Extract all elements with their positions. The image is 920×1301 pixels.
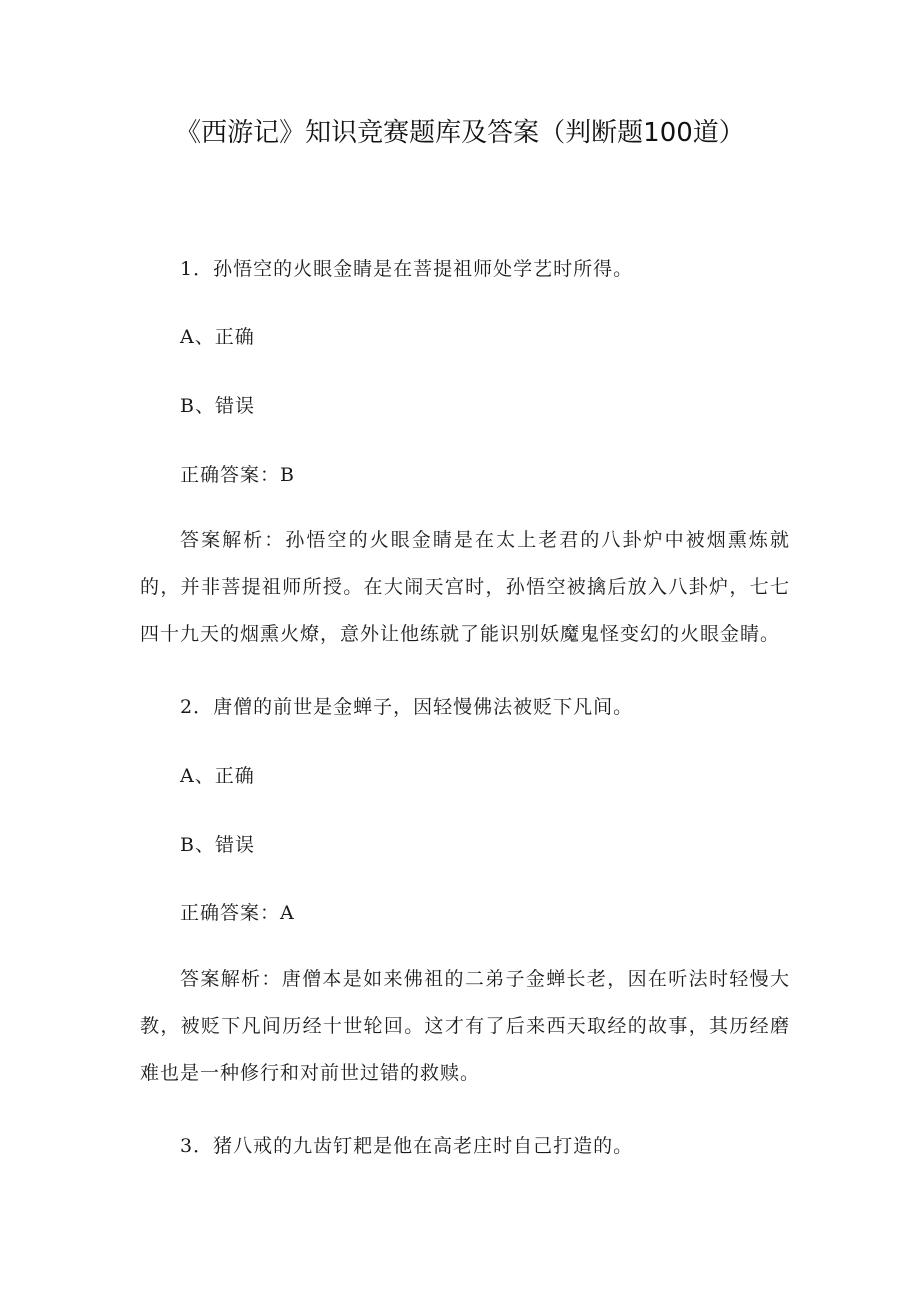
question-2-stem: 2．唐僧的前世是金蝉子，因轻慢佛法被贬下凡间。: [180, 696, 634, 718]
question-2-option-a: A、正确: [180, 765, 255, 787]
question-2-option-b: B、错误: [180, 834, 255, 856]
question-1-analysis: 答案解析：孙悟空的火眼金睛是在太上老君的八卦炉中被烟熏炼就的，并非菩提祖师所授。在大闹天宫时，孙悟空被擒后放入八卦炉，七七四十九天的烟熏火燎，意外让他练就了能识别妖魔鬼怪变幻的火眼金睛。: [140, 529, 790, 645]
question-1-answer: 正确答案：B: [180, 464, 295, 486]
document-title: 《西游记》知识竞赛题库及答案（判断题100道）: [175, 118, 745, 148]
question-3-stem: 3．猪八戒的九齿钉耙是他在高老庄时自己打造的。: [180, 1135, 634, 1157]
question-2-analysis: 答案解析：唐僧本是如来佛祖的二弟子金蝉长老，因在听法时轻慢大教，被贬下凡间历经十世轮回。这才有了后来西天取经的故事，其历经磨难也是一种修行和对前世过错的救赎。: [140, 968, 790, 1084]
question-2-answer: 正确答案：A: [180, 902, 295, 924]
question-1-option-b: B、错误: [180, 395, 255, 417]
question-1-stem: 1．孙悟空的火眼金睛是在菩提祖师处学艺时所得。: [180, 258, 634, 280]
question-1-option-a: A、正确: [180, 326, 255, 348]
